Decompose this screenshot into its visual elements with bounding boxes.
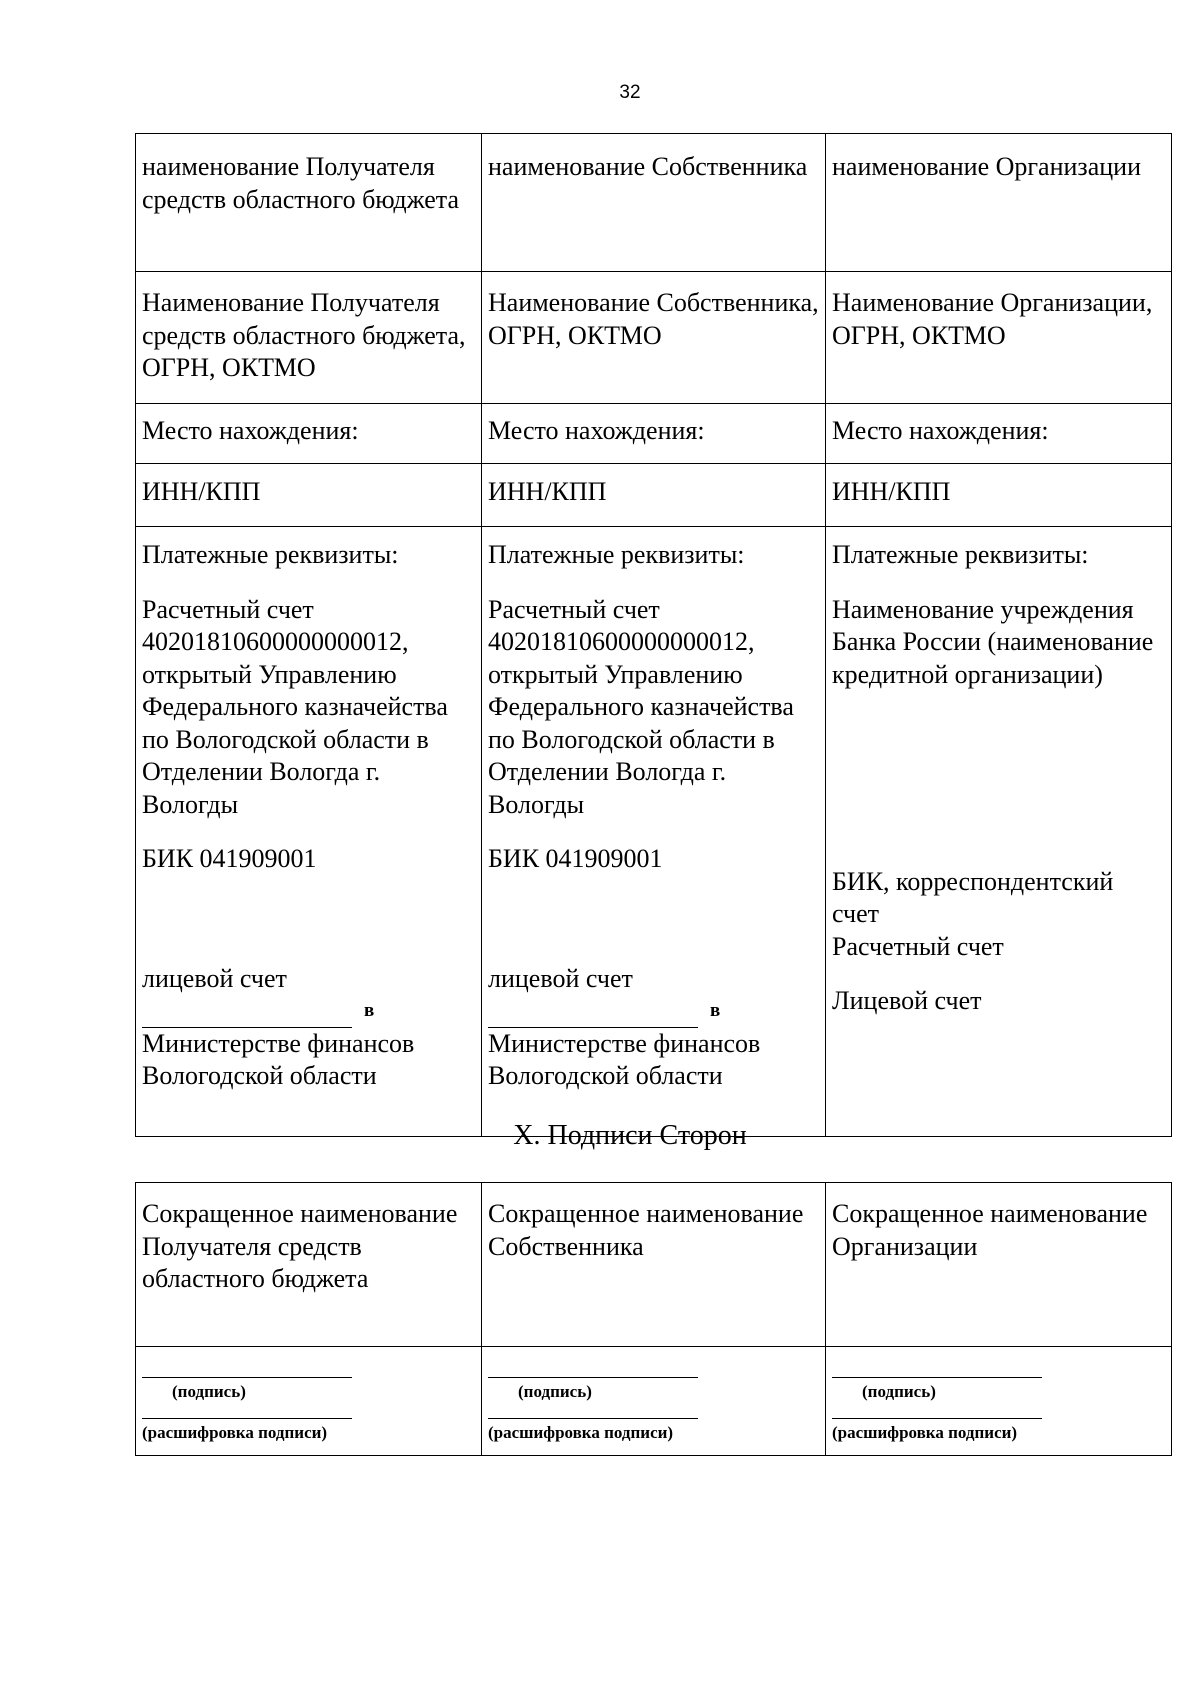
in-letter: в bbox=[364, 1000, 375, 1021]
payment-details-label: Платежные реквизиты: bbox=[832, 540, 1089, 569]
recipient-inn-kpp: ИНН/КПП bbox=[136, 464, 482, 527]
signature-caption: (подпись) bbox=[172, 1382, 246, 1401]
recipient-bank-details bbox=[136, 527, 482, 1137]
organization-full-name: Наименование Организации, ОГРН, ОКТМО bbox=[826, 272, 1172, 404]
section-title: X. Подписи Сторон bbox=[513, 1120, 747, 1151]
bik: БИК 041909001 bbox=[142, 844, 317, 873]
signatures-table bbox=[135, 1182, 1172, 1456]
settlement-account: Расчетный счет 40201810600000000012, открытый Управлению Федерального казначейства по Вологодской области в Отделении Вологда г. Вологды bbox=[142, 594, 448, 819]
owner-location: Место нахождения: bbox=[482, 404, 826, 464]
organization-bank-details bbox=[826, 527, 1172, 1137]
table-row bbox=[136, 134, 1172, 272]
personal-account-label: Лицевой счет bbox=[832, 985, 982, 1015]
settlement-account: Расчетный счет 40201810600000000012, открытый Управлению Федерального казначейства по Вологодской области в Отделении Вологда г. Вологды bbox=[488, 594, 794, 819]
decoding-caption: (расшифровка подписи) bbox=[142, 1423, 328, 1442]
signature-line bbox=[488, 1347, 698, 1378]
bank-name: Наименование учреждения Банка России (наименование кредитной организации) bbox=[832, 594, 1154, 689]
party-details-table bbox=[135, 133, 1172, 1137]
organization-location: Место нахождения: bbox=[826, 404, 1172, 464]
organization-short-name: Сокращенное наименование Организации bbox=[826, 1183, 1172, 1347]
in-letter: в bbox=[710, 1000, 721, 1021]
owner-signature-block bbox=[482, 1347, 826, 1456]
personal-account-label: лицевой счет bbox=[488, 964, 633, 993]
bik-correspondent-account: БИК, корреспондентский счет bbox=[832, 866, 1114, 928]
table-row bbox=[136, 272, 1172, 404]
signature-caption: (подпись) bbox=[862, 1382, 936, 1401]
page-number: 32 bbox=[619, 82, 641, 103]
table-row bbox=[136, 1347, 1172, 1456]
recipient-location: Место нахождения: bbox=[136, 404, 482, 464]
owner-short-name: наименование Собственника bbox=[482, 134, 826, 272]
personal-account-blank bbox=[488, 1005, 698, 1028]
table-row bbox=[136, 527, 1172, 1137]
owner-inn-kpp: ИНН/КПП bbox=[482, 464, 826, 527]
signature-line bbox=[832, 1347, 1042, 1378]
organization-signature-block bbox=[826, 1347, 1172, 1456]
settlement-account-label: Расчетный счет bbox=[832, 931, 1004, 961]
payment-details-label: Платежные реквизиты: bbox=[142, 540, 399, 569]
table-row bbox=[136, 404, 1172, 464]
recipient-full-name: Наименование Получателя средств областного бюджета, ОГРН, ОКТМО bbox=[136, 272, 482, 404]
payment-details-label: Платежные реквизиты: bbox=[488, 540, 745, 569]
signature-caption: (подпись) bbox=[518, 1382, 592, 1401]
bik: БИК 041909001 bbox=[488, 844, 663, 873]
ministry-name: Министерстве финансов Вологодской области bbox=[488, 1028, 761, 1090]
decoding-line bbox=[832, 1402, 1042, 1419]
table-row bbox=[136, 464, 1172, 527]
decoding-caption: (расшифровка подписи) bbox=[832, 1423, 1018, 1442]
organization-short-name: наименование Организации bbox=[826, 134, 1172, 272]
organization-inn-kpp: ИНН/КПП bbox=[826, 464, 1172, 527]
recipient-signature-block bbox=[136, 1347, 482, 1456]
decoding-line bbox=[142, 1402, 352, 1419]
personal-account-blank bbox=[142, 1005, 352, 1028]
owner-full-name: Наименование Собственника, ОГРН, ОКТМО bbox=[482, 272, 826, 404]
table-row bbox=[136, 1183, 1172, 1347]
decoding-caption: (расшифровка подписи) bbox=[488, 1423, 674, 1442]
recipient-short-name: Сокращенное наименование Получателя средств областного бюджета bbox=[136, 1183, 482, 1347]
signature-line bbox=[142, 1347, 352, 1378]
ministry-name: Министерстве финансов Вологодской области bbox=[142, 1028, 415, 1090]
owner-short-name: Сокращенное наименование Собственника bbox=[482, 1183, 826, 1347]
decoding-line bbox=[488, 1402, 698, 1419]
personal-account-label: лицевой счет bbox=[142, 964, 287, 993]
owner-bank-details bbox=[482, 527, 826, 1137]
recipient-short-name: наименование Получателя средств областного бюджета bbox=[136, 134, 482, 272]
